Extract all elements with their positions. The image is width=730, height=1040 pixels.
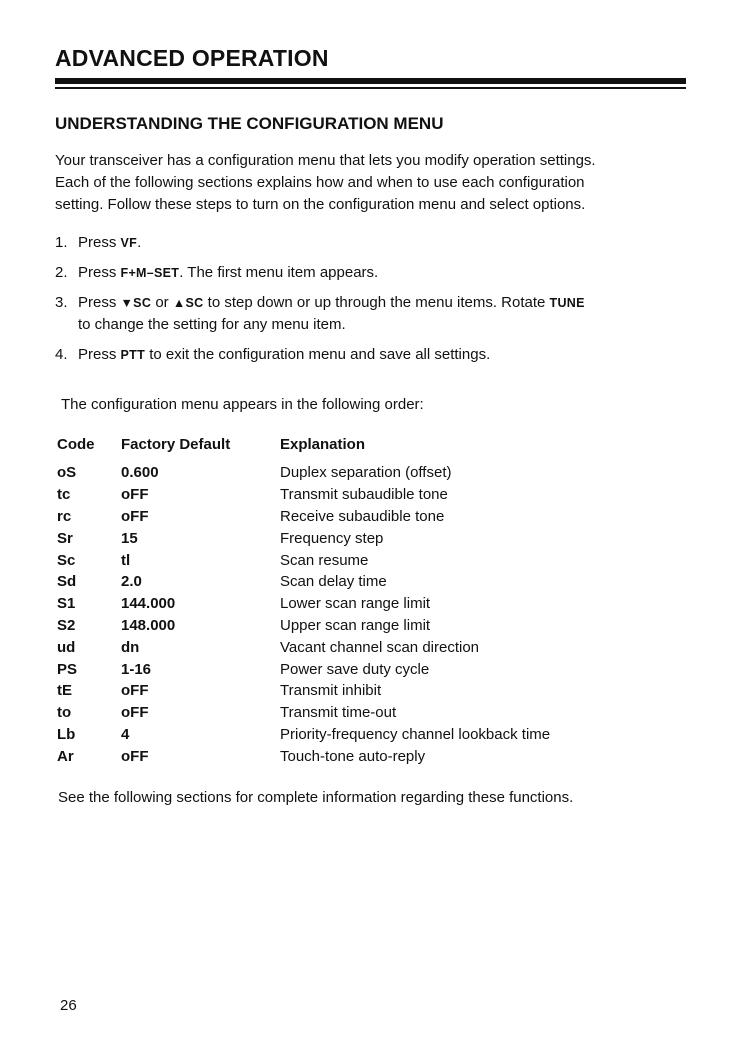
step-text: Press xyxy=(78,234,121,251)
table-row xyxy=(57,506,550,528)
cell-explanation: Frequency step xyxy=(280,529,384,547)
cell-code: ud xyxy=(57,638,76,656)
cell-code: to xyxy=(57,704,72,722)
cell-explanation: Transmit time-out xyxy=(280,704,397,722)
section-title: UNDERSTANDING THE CONFIGURATION MENU xyxy=(55,114,444,133)
cell-default: oFF xyxy=(121,486,149,504)
step-text: to change the setting for any menu item. xyxy=(78,316,346,333)
cell-default: 15 xyxy=(121,529,138,547)
closing-note: See the following sections for complete information regarding these functions. xyxy=(58,789,574,806)
table-row xyxy=(57,658,550,680)
key-label: ▲SC xyxy=(172,296,204,310)
table-row xyxy=(57,484,550,506)
cell-default: oFF xyxy=(121,747,149,765)
cell-default: oFF xyxy=(121,507,149,525)
cell-explanation: Transmit inhibit xyxy=(280,682,382,700)
table-row xyxy=(57,527,550,549)
key-label: VF xyxy=(120,236,138,250)
cell-explanation: Lower scan range limit xyxy=(280,595,431,613)
table-row xyxy=(57,636,550,658)
step-item xyxy=(55,344,695,366)
table-row xyxy=(57,724,550,746)
intro-line: setting. Follow these steps to turn on the configuration menu and select options. xyxy=(55,196,586,213)
cell-default: 148.000 xyxy=(121,616,176,634)
cell-default: 4 xyxy=(121,725,130,743)
header-code: Code xyxy=(57,436,95,453)
table-row xyxy=(57,571,550,593)
step-text: to step down or up through the menu items. Rotate xyxy=(203,294,550,311)
key-label: ▼SC xyxy=(120,296,152,310)
header-rule-thick xyxy=(55,78,686,84)
header-rule-thin xyxy=(55,87,686,89)
cell-explanation: Scan delay time xyxy=(280,573,387,591)
key-label: TUNE xyxy=(549,296,585,310)
cell-code: rc xyxy=(57,507,72,525)
config-table xyxy=(57,436,550,767)
cell-explanation: Priority-frequency channel lookback time xyxy=(280,725,551,743)
intro-paragraph xyxy=(55,150,695,216)
step-number: 3. xyxy=(55,294,68,311)
table-row xyxy=(57,702,550,724)
table-row xyxy=(57,549,550,571)
cell-default: tl xyxy=(121,551,131,569)
cell-explanation: Scan resume xyxy=(280,551,369,569)
step-item xyxy=(55,292,695,336)
cell-explanation: Vacant channel scan direction xyxy=(280,638,480,656)
cell-code: oS xyxy=(57,464,77,482)
cell-code: S1 xyxy=(57,595,76,613)
step-number: 1. xyxy=(55,234,68,251)
table-row xyxy=(57,462,550,484)
table-row xyxy=(57,615,550,637)
page-number: 26 xyxy=(60,997,77,1014)
cell-default: 144.000 xyxy=(121,595,176,613)
step-text: . xyxy=(137,234,142,251)
cell-explanation: Transmit subaudible tone xyxy=(280,486,448,504)
step-number: 2. xyxy=(55,264,68,281)
step-text: Press xyxy=(78,346,121,363)
cell-code: S2 xyxy=(57,616,76,634)
header-explanation: Explanation xyxy=(280,436,366,453)
table-row xyxy=(57,680,550,702)
table-intro: The configuration menu appears in the following order: xyxy=(61,396,424,413)
step-text: . The first menu item appears. xyxy=(179,264,379,281)
step-number: 4. xyxy=(55,346,68,363)
cell-default: 1-16 xyxy=(121,660,152,678)
cell-explanation: Receive subaudible tone xyxy=(280,507,445,525)
cell-default: dn xyxy=(121,638,140,656)
cell-default: oFF xyxy=(121,682,149,700)
cell-default: oFF xyxy=(121,704,149,722)
step-text: to exit the configuration menu and save all settings. xyxy=(145,346,491,363)
table-row xyxy=(57,593,550,615)
cell-code: Sr xyxy=(57,529,73,547)
intro-line: Each of the following sections explains how and when to use each configuration xyxy=(55,174,585,191)
cell-explanation: Power save duty cycle xyxy=(280,660,430,678)
step-item xyxy=(55,262,695,284)
table-row xyxy=(57,745,550,767)
cell-code: Sd xyxy=(57,573,77,591)
cell-code: tc xyxy=(57,486,71,504)
cell-code: PS xyxy=(57,660,78,678)
cell-default: 2.0 xyxy=(121,573,142,591)
cell-code: tE xyxy=(57,682,72,700)
step-item xyxy=(55,232,695,254)
cell-explanation: Duplex separation (offset) xyxy=(280,464,452,482)
cell-code: Sc xyxy=(57,551,76,569)
step-text: or xyxy=(151,294,173,311)
steps-list xyxy=(55,232,695,374)
header-default: Factory Default xyxy=(121,436,231,453)
step-text: Press xyxy=(78,294,121,311)
step-text: Press xyxy=(78,264,121,281)
cell-code: Ar xyxy=(57,747,74,765)
key-label: PTT xyxy=(120,348,146,362)
cell-explanation: Touch-tone auto-reply xyxy=(280,747,426,765)
intro-line: Your transceiver has a configuration menu that lets you modify operation settings. xyxy=(55,152,596,169)
cell-code: Lb xyxy=(57,725,76,743)
cell-explanation: Upper scan range limit xyxy=(280,616,431,634)
cell-default: 0.600 xyxy=(121,464,159,482)
table-header-row xyxy=(57,436,550,462)
page-title: ADVANCED OPERATION xyxy=(55,45,329,71)
key-label: F+M–SET xyxy=(120,266,180,280)
